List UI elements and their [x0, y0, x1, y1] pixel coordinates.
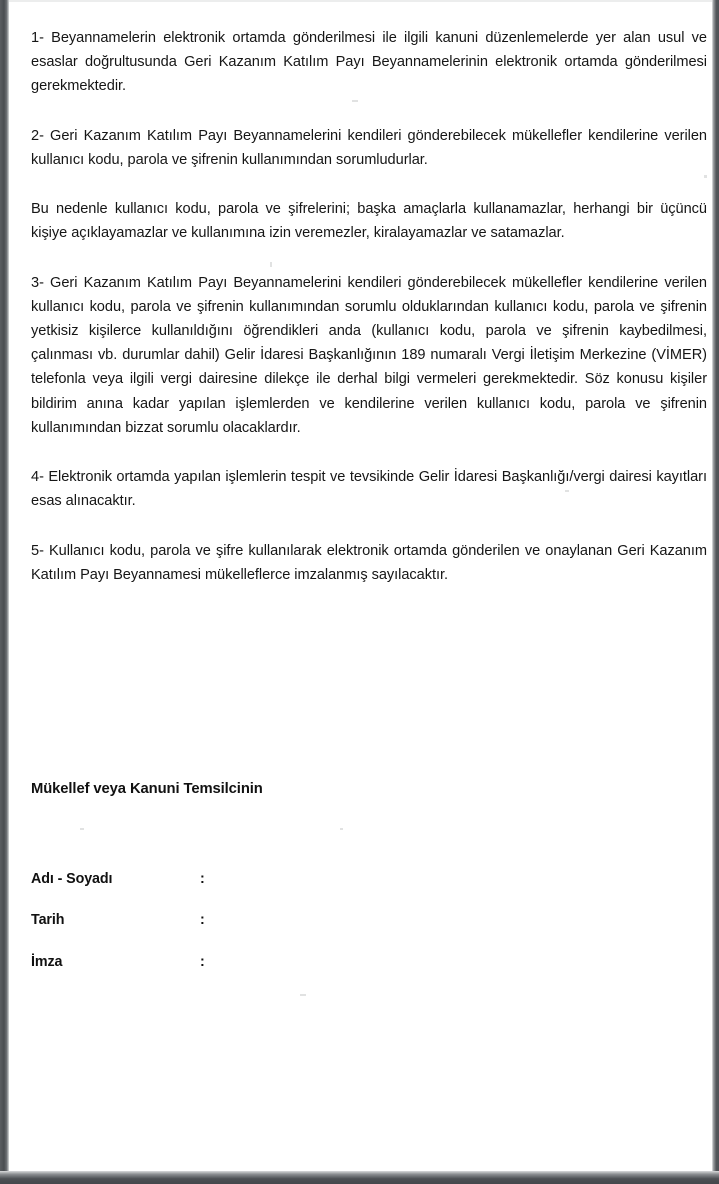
- paragraph-item-5: 5- Kullanıcı kodu, parola ve şifre kullanılarak elektronik ortamda gönderilen ve onaylanan Geri Kazanım Katılım Payı Beyannamesi mükelleflerce imzalanmış sayılacaktır.: [31, 542, 707, 583]
- paragraph-item-3: 3- Geri Kazanım Katılım Payı Beyannamelerini kendileri gönderebilecek mükellefler kendilerine verilen kullanıcı kodu, parola ve şifrenin kullanımından sorumlu olduklarından kullanıcı kodu, parola ve şifrenin yetkisiz kişilerce kullanıldığını öğrendikleri anda (kullanıcı kodu, parola ve şifrenin kaybedilmesi, çalınması vb. durumlar dahil) Gelir İdaresi Başkanlığının 189 numaralı Vergi İletişim Merkezine (VİMER) telefonla veya ilgili vergi dairesine dilekçe ile derhal bilgi vermeleri gerekmektedir. Söz konusu kişiler bildirim anına kadar yapılan işlemlerden ve kendilerine verilen kullanıcı kodu, parola ve şifrenin kullanımından bizzat sorumlu olacaklardır.: [31, 274, 707, 436]
- paragraph-item-1: 1- Beyannamelerin elektronik ortamda gönderilmesi ile ilgili kanuni düzenlemelerde yer alan usul ve esaslar doğrultusunda Geri Kazanım Katılım Payı Beyannamelerinin elektronik ortamda gönderilmesi gerekmektedir.: [31, 30, 707, 95]
- document-body: [31, 26, 707, 587]
- signature-row-name: [31, 871, 431, 913]
- signature-label-date: Tarih: [31, 912, 65, 929]
- signature-label-name: Adı - Soyadı: [31, 870, 113, 887]
- signature-fields: [31, 871, 431, 996]
- paragraph-spacer: [31, 99, 707, 124]
- paragraph-item-2: 2- Geri Kazanım Katılım Payı Beyannamelerini kendileri gönderebilecek mükellefler kendilerine verilen kullanıcı kodu, parola ve şifrenin kullanımından sorumludurlar.: [31, 127, 707, 168]
- paragraph-item-2-note: Bu nedenle kullanıcı kodu, parola ve şifrelerini; başka amaçlarla kullanamazlar, herhangi bir üçüncü kişiye açıklayamazlar ve kullanımına izin veremezler, kiralayamazlar ve satamazlar.: [31, 201, 707, 242]
- signature-row-date: [31, 912, 431, 954]
- signature-heading: Mükellef veya Kanuni Temsilcinin: [31, 781, 263, 797]
- signature-colon: :: [200, 953, 205, 970]
- paragraph-spacer: [31, 440, 707, 465]
- signature-colon: :: [200, 870, 205, 887]
- signature-row-signature: [31, 954, 431, 996]
- signature-colon: :: [200, 912, 205, 929]
- signature-block: [31, 781, 431, 995]
- paragraph-item-4: 4- Elektronik ortamda yapılan işlemlerin tespit ve tevsikinde Gelir İdaresi Başkanlığı/vergi dairesi kayıtları esas alınacaktır.: [31, 469, 707, 510]
- paragraph-spacer: [31, 514, 707, 539]
- signature-label-signature: İmza: [31, 953, 63, 970]
- scan-edge-bottom: [0, 1171, 719, 1184]
- scan-edge-left: [0, 0, 9, 1184]
- scan-edge-right: [712, 0, 719, 1184]
- paragraph-spacer: [31, 246, 707, 271]
- scan-edge-top: [0, 0, 719, 2]
- paragraph-spacer: [31, 172, 707, 197]
